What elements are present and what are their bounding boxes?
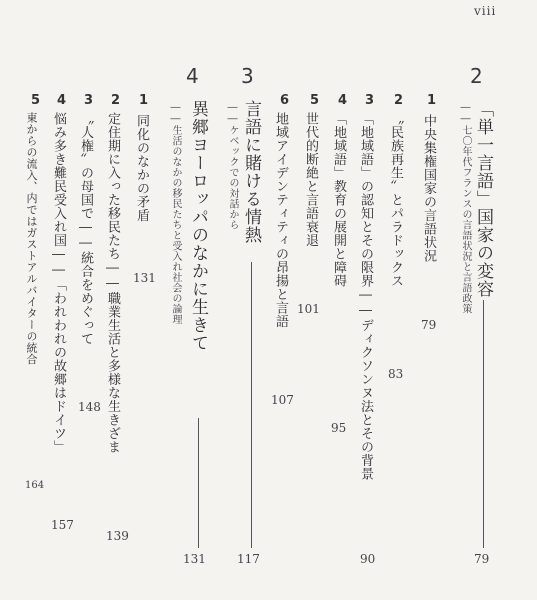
ch2-section-3-page: 90 bbox=[360, 552, 376, 566]
chapter-2-subtitle: ――七〇年代フランスの言語状況と言語政策 bbox=[460, 102, 471, 314]
chapter-4-page: 131 bbox=[183, 552, 206, 566]
ch4-section-2-page: 139 bbox=[106, 529, 129, 543]
chapter-3-title: 言語に賭ける情熱 bbox=[241, 100, 261, 244]
ch2-section-5-page: 101 bbox=[297, 302, 320, 316]
chapter-2-title: 「単一言語」国家の変容 bbox=[473, 100, 493, 298]
chapter-2-leader-line bbox=[483, 300, 484, 548]
ch2-section-5-title: 世代的断絶と言語衰退 bbox=[303, 112, 318, 247]
chapter-2-page: 79 bbox=[474, 552, 490, 566]
ch2-section-3-number: 3 bbox=[365, 93, 375, 108]
chapter-4-number: 4 bbox=[186, 64, 199, 88]
chapter-4-leader-line bbox=[198, 418, 199, 548]
ch4-section-1-page: 131 bbox=[133, 271, 156, 285]
chapter-3-number: 3 bbox=[241, 64, 254, 88]
ch2-section-6-page: 107 bbox=[271, 393, 294, 407]
ch4-section-4-number: 4 bbox=[57, 93, 67, 108]
ch4-section-2-number: 2 bbox=[111, 93, 121, 108]
chapter-4-subtitle: ――生活のなかの移民たちと受入れ社会の論理 bbox=[170, 102, 181, 325]
ch2-section-2-number: 2 bbox=[394, 93, 404, 108]
ch2-section-3-title: 「地域語」の認知とその限界――ディクソンヌ法とその背景 bbox=[358, 112, 373, 481]
ch4-section-3-title: 〝人権〟の母国で――統合をめぐって bbox=[78, 112, 93, 346]
ch4-section-2-title: 定住期に入った移民たち――職業生活と多様な生きざま bbox=[105, 112, 120, 454]
ch4-section-4-title: 悩み多き難民受入れ国――「われわれの故郷はドイツ」 bbox=[51, 112, 66, 454]
ch2-section-1-page: 79 bbox=[421, 318, 437, 332]
chapter-3-page: 117 bbox=[237, 552, 260, 566]
ch2-section-6-title: 地域アイデンティティの昂揚と言語 bbox=[273, 112, 288, 328]
ch4-section-5-number: 5 bbox=[31, 93, 41, 108]
ch2-section-1-title: 中央集権国家の言語状況 bbox=[421, 114, 436, 263]
chapter-3-subtitle: ――ケベックでの対話から bbox=[227, 102, 238, 230]
ch2-section-2-page: 83 bbox=[388, 367, 404, 381]
page-folio: viii bbox=[474, 4, 497, 18]
ch2-section-4-page: 95 bbox=[331, 421, 347, 435]
ch4-section-5-page: 164 bbox=[25, 480, 45, 491]
ch2-section-4-number: 4 bbox=[338, 93, 348, 108]
ch4-section-5-title: 東からの流入、内ではガストアルバイターの統合 bbox=[25, 112, 38, 365]
ch4-section-3-number: 3 bbox=[84, 93, 94, 108]
chapter-3-leader-line bbox=[251, 262, 252, 548]
ch2-section-6-number: 6 bbox=[280, 93, 290, 108]
ch2-section-1-number: 1 bbox=[427, 93, 437, 108]
chapter-4-title: 異郷ヨーロッパのなかに生きて bbox=[188, 100, 208, 352]
ch4-section-1-title: 同化のなかの矛盾 bbox=[134, 114, 149, 222]
chapter-2-number: 2 bbox=[470, 64, 483, 88]
ch4-section-1-number: 1 bbox=[139, 93, 149, 108]
ch2-section-4-title: 「地域語」教育の展開と障碍 bbox=[331, 112, 346, 288]
ch4-section-4-page: 157 bbox=[51, 518, 74, 532]
ch2-section-2-title: 〝民族再生〟とパラドックス bbox=[388, 112, 403, 288]
ch4-section-3-page: 148 bbox=[78, 400, 101, 414]
ch2-section-5-number: 5 bbox=[310, 93, 320, 108]
